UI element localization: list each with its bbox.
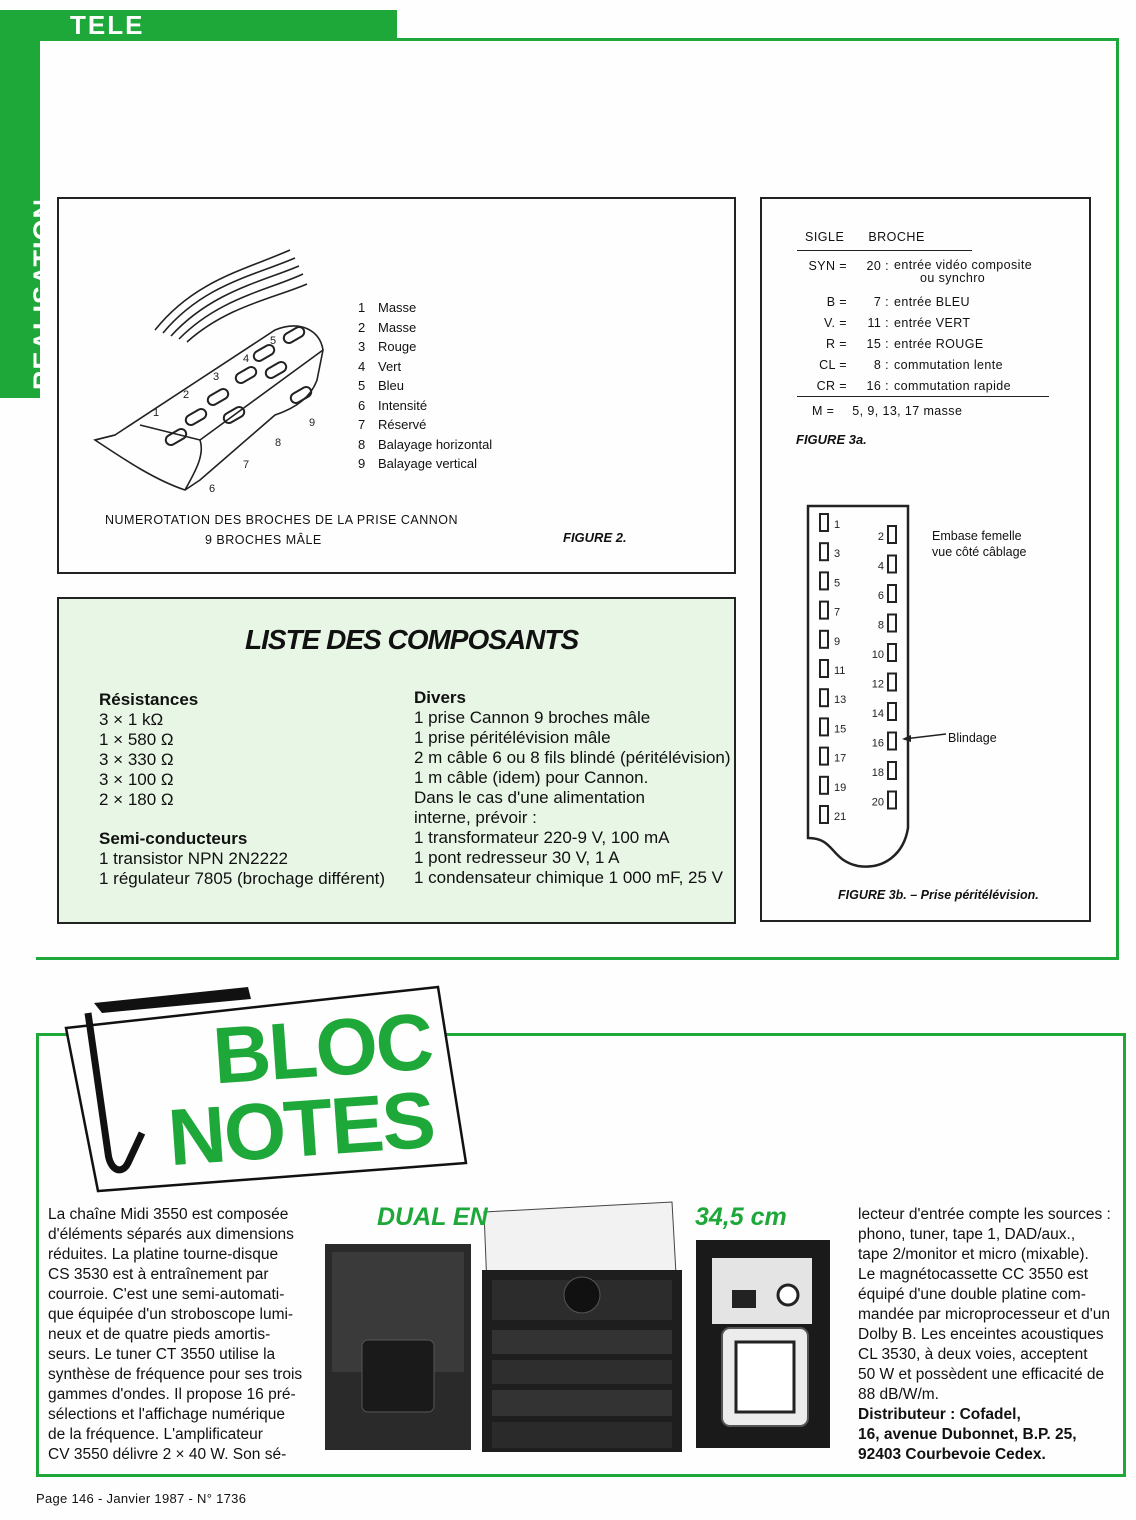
bloc-notes-title: NOTES [165,1074,437,1183]
list-item: 3 × 100 Ω [99,770,174,789]
peritel-pin [820,660,828,677]
resistances-column [99,690,385,889]
peritel-pin [820,689,828,706]
sigle-header: SIGLE BROCHE [805,230,925,244]
table-row: B = 7 : entrée BLEU [826,294,970,309]
connector-number: 1 [153,407,160,419]
peritel-pin [820,748,828,765]
peritel-pin [820,718,828,735]
list-item: 1 prise péritélévision mâle [414,728,611,747]
peritel-pin-number: 16 [871,737,884,750]
peritel-pin-number: 4 [877,560,884,573]
connector-number: 6 [209,483,216,495]
connector-number: 7 [243,459,250,471]
connector-number: 5 [270,335,277,347]
connector-number: 8 [275,437,282,449]
page-footer: Page 146 - Janvier 1987 - N° 1736 [36,1491,247,1506]
peritel-pin-number: 18 [871,767,884,779]
section-tab [0,10,397,40]
peritel-pin-number: 15 [834,723,847,736]
pin-row: 7 Réservé [358,417,427,432]
connector-number: 2 [183,389,190,401]
list-item: 2 × 180 Ω [99,790,174,809]
peritel-pin-number: 19 [834,781,847,794]
peritel-pin-number: 11 [834,665,846,677]
peritel-pin [888,644,896,661]
list-item: 1 m câble (idem) pour Cannon. [414,768,649,787]
peritel-pin [820,543,828,560]
list-item: Dans le cas d'une alimentation [414,788,645,807]
figure-2-label: FIGURE 2. [563,530,627,545]
divider [797,250,972,251]
product-size-label: 34,5 cm [695,1203,787,1231]
peritel-pin [820,572,828,589]
figure-3b-label: FIGURE 3b. – Prise péritélévision. [838,888,1039,902]
resistances-heading: Résistances [99,690,199,709]
distributor: Distributeur : Cofadel, 16, avenue Dubonnet, B.P. 25, 92403 Courbevoie Cedex. [858,1406,1077,1463]
peritel-pin-number: 14 [871,708,884,720]
peritel-pin [888,615,896,632]
components-list-title: LISTE DES COMPOSANTS [245,624,579,655]
list-item: interne, prévoir : [414,808,537,827]
bloc-notes-title: BLOC [210,996,435,1101]
pin-row: 1 Masse [358,300,417,315]
masse-row: M = 5, 9, 13, 17 masse [812,404,963,418]
peritel-pin [888,585,896,602]
pin-row: 3 Rouge [358,339,417,354]
table-row: CL = 8 : commutation lente [819,357,1003,372]
peritel-pin-number: 12 [871,678,884,691]
peritel-pin [888,762,896,779]
product-brand-label: DUAL EN [377,1203,488,1231]
pin-row: 9 Balayage vertical [358,456,477,471]
list-item: 3 × 330 Ω [99,750,174,769]
divers-column [414,688,731,888]
table-row: R = 15 : entrée ROUGE [826,336,984,351]
pin-row: 2 Masse [358,319,417,335]
pin-row: 4 Vert [358,358,402,374]
peritel-pin-number: 2 [877,531,884,543]
peritel-pin-number: 9 [834,635,841,648]
peritel-pin-number: 17 [834,752,847,765]
list-item: 1 prise Cannon 9 broches mâle [414,708,651,727]
figure-2-caption: NUMEROTATION DES BROCHES DE LA PRISE CANNON [105,513,459,527]
peritel-pin-number: 7 [834,606,841,619]
cannon-connector-drawing [85,240,355,500]
peritel-pin-number: 3 [834,548,841,561]
divers-heading: Divers [414,688,466,707]
connector-number: 4 [243,353,250,365]
semi-heading: Semi-conducteurs [99,829,248,848]
blindage-arrow-icon [900,730,950,744]
peritel-connector-drawing [800,498,930,876]
peritel-pin [820,777,828,794]
peritel-pin [888,703,896,720]
pin-row: 6 Intensité [358,397,428,413]
figure-2-caption: 9 BROCHES MÂLE [205,533,322,547]
peritel-pin-number: 10 [871,649,884,661]
figure-3a-label: FIGURE 3a. [796,432,867,447]
peritel-pin [888,556,896,573]
peritel-pin [820,602,828,619]
peritel-pin-number: 6 [877,590,884,602]
article-column-3: lecteur d'entrée compte les sources : phono, tuner, tape 1, DAD/aux., tape 2/monitor et micro (mixable). Le magnétocassette CC 3550 est équipé d'une double platine com- mandée par microprocesseur et d'un Dolby B. Les enceintes acoustiques CL 3530, à deux voies, acceptent 50 W et possèdent une efficacité de 88 dB/W/m. Distributeur : Cofadel, 16, avenue Dubonnet, B.P. 25, 92403 Courbevoie Cedex. [858,1206,1111,1463]
table-row: SYN = 20 : entrée vidéo composite ou synchro [808,258,1033,285]
list-item: 1 transistor NPN 2N2222 [99,849,288,868]
peritel-pin [888,526,896,543]
table-row: V. = 11 : entrée VERT [823,315,971,330]
sigle-table [800,258,1033,396]
list-item: 1 régulateur 7805 (brochage différent) [99,869,386,888]
peritel-pin [888,733,896,750]
peritel-pin [888,674,896,691]
list-item: 2 m câble 6 ou 8 fils blindé (péritélévision) [414,748,731,767]
connector-number: 9 [309,417,316,429]
pin-list [358,298,492,474]
peritel-pin [820,806,828,823]
table-row: CR = 16 : commutation rapide [816,378,1011,393]
list-item: 1 condensateur chimique 1 000 mF, 25 V [414,868,724,887]
peritel-pin [888,792,896,809]
peritel-pin-number: 20 [871,796,884,809]
peritel-pin-number: 13 [834,694,847,707]
list-item: 3 × 1 kΩ [99,710,164,729]
connector-number: 3 [213,371,220,383]
peritel-pin [820,631,828,648]
peritel-pin-number: 8 [877,619,884,632]
list-item: 1 × 580 Ω [99,730,174,749]
category-label: REALISATION [28,198,58,390]
blindage-label: Blindage [948,731,997,745]
peritel-pin-number: 1 [834,519,841,531]
peritel-pin-number: 5 [834,577,841,590]
list-item: 1 transformateur 220-9 V, 100 mA [414,828,670,847]
product-photo [322,1200,834,1458]
section-title: TELE [70,10,145,40]
list-item: 1 pont redresseur 30 V, 1 A [414,848,620,867]
pin-row: 8 Balayage horizontal [358,436,493,452]
peritel-pin [820,514,828,531]
peritel-pin-number: 21 [834,811,847,823]
pin-row: 5 Bleu [358,378,405,393]
embase-label: Embase femelle vue côté câblage [932,529,1027,559]
divider [797,396,1049,397]
article-column-1: La chaîne Midi 3550 est composée d'éléments séparés aux dimensions réduites. La platine tourne-disque CS 3530 est à entraînement par courroie. C'est une semi-automati- que équipée d'un stroboscope lumi- neux et de quatre pieds amortis- seurs. Le tuner CT 3550 utilise la synthèse de fréquence pour ses trois gammes d'ondes. Il propose 16 pré- sélections et l'affichage numérique de la fréquence. L'amplificateur CV 3550 délivre 2 × 40 W. Son sé- [48,1206,303,1463]
